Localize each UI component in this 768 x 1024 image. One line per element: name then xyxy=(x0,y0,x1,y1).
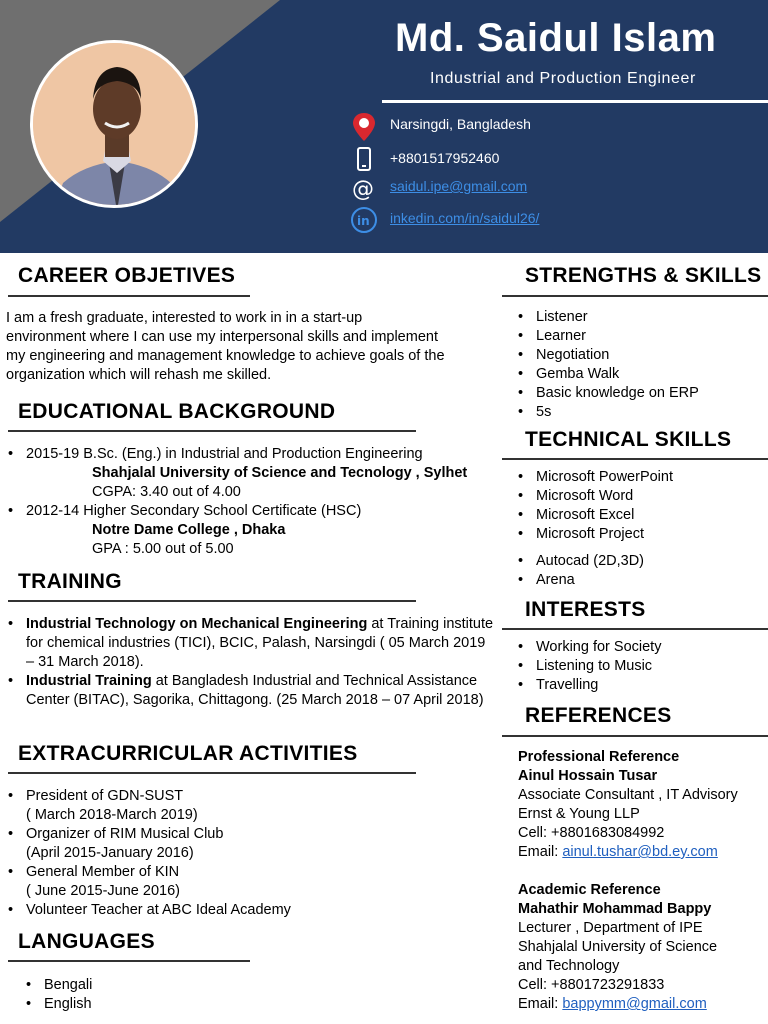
activity-item xyxy=(6,901,446,920)
activity-period: ( March 2018-March 2019) xyxy=(26,807,198,823)
technical-skill-item: • Microsoft Word xyxy=(516,487,756,506)
strength-item: • Basic knowledge on ERP xyxy=(516,384,756,403)
contact-email[interactable] xyxy=(350,174,750,200)
location-pin-icon xyxy=(350,112,378,140)
reference-cell: Cell: +8801683084992 xyxy=(518,825,665,841)
interest-item: • Listening to Music xyxy=(516,657,756,676)
activity-title: • President of GDN-SUST xyxy=(26,788,184,804)
extracurricular-list xyxy=(6,787,446,920)
extracurricular-rule xyxy=(8,772,416,774)
strength-item: • Learner xyxy=(516,327,756,346)
reference-name: Mahathir Mohammad Bappy xyxy=(518,901,712,917)
activity-title: • General Member of KIN xyxy=(26,864,180,880)
language-item: • English xyxy=(24,995,224,1014)
professional-reference xyxy=(518,748,738,862)
activity-item xyxy=(6,787,446,825)
technical-skill-item: • Autocad (2D,3D) xyxy=(516,552,756,571)
header-divider xyxy=(382,100,768,103)
references-heading: REFERENCES xyxy=(525,704,672,727)
reference-email-row xyxy=(518,995,717,1014)
education-item xyxy=(6,502,496,559)
reference-email-link[interactable]: bappymm@gmail.com xyxy=(562,996,707,1012)
technical-skill-item: • Microsoft Excel xyxy=(516,506,756,525)
activity-item xyxy=(6,863,446,901)
contact-phone xyxy=(350,146,750,172)
references-rule xyxy=(502,735,768,737)
language-item: • Bengali xyxy=(24,976,224,995)
training-rule xyxy=(8,600,416,602)
reference-organization: Ernst & Young LLP xyxy=(518,806,640,822)
education-institution: Notre Dame College , Dhaka xyxy=(92,522,286,538)
training-details: at Bangladesh Industrial and Technical Assistance Center (BITAC), Sagorika, Chittagong. (25 March 2018 – 07 April 2018) xyxy=(26,673,484,708)
training-course: Industrial Training xyxy=(26,673,152,689)
training-heading: TRAINING xyxy=(18,570,122,593)
academic-reference xyxy=(518,881,717,1014)
activity-period: ( June 2015-June 2016) xyxy=(26,883,180,899)
strength-item: • Negotiation xyxy=(516,346,756,365)
reference-organization: Shahjalal University of Science xyxy=(518,939,718,955)
technical-skills-list xyxy=(516,468,756,544)
reference-cell: Cell: +8801723291833 xyxy=(518,977,665,993)
strength-item: • Listener xyxy=(516,308,756,327)
technical-rule xyxy=(502,458,768,460)
technical-skills-list-2 xyxy=(516,552,756,590)
training-course: Industrial Technology on Mechanical Engineering xyxy=(26,616,368,632)
email-label: Email: xyxy=(518,844,563,860)
strengths-list xyxy=(516,308,756,422)
education-heading: EDUCATIONAL BACKGROUND xyxy=(18,400,336,423)
job-title: Industrial and Production Engineer xyxy=(430,70,696,87)
training-item xyxy=(6,615,494,672)
contact-linkedin[interactable] xyxy=(350,206,750,232)
extracurricular-heading: EXTRACURRICULAR ACTIVITIES xyxy=(18,742,358,765)
education-degree: • 2012-14 Higher Secondary School Certificate (HSC) xyxy=(26,503,362,519)
header-banner xyxy=(0,0,768,253)
svg-text:@: @ xyxy=(352,177,374,202)
strength-item: • 5s xyxy=(516,403,756,422)
education-grade: CGPA: 3.40 out of 4.00 xyxy=(92,484,241,500)
technical-skill-item: • Microsoft Project xyxy=(516,525,756,544)
strength-item: • Gemba Walk xyxy=(516,365,756,384)
linkedin-link[interactable]: inkedin.com/in/saidul26/ xyxy=(390,210,540,226)
education-institution: Shahjalal University of Science and Tecnology , Sylhet xyxy=(92,465,468,481)
reference-role: Lecturer , Department of IPE xyxy=(518,920,703,936)
activity-item xyxy=(6,825,446,863)
reference-heading: Academic Reference xyxy=(518,882,661,898)
education-rule xyxy=(8,430,416,432)
technical-skills-heading: TECHNICAL SKILLS xyxy=(525,428,732,451)
reference-name: Ainul Hossain Tusar xyxy=(518,768,658,784)
career-rule xyxy=(8,295,250,297)
linkedin-icon xyxy=(350,206,378,234)
at-sign-icon xyxy=(350,174,378,202)
education-degree: • 2015-19 B.Sc. (Eng.) in Industrial and Production Engineering xyxy=(26,446,423,462)
activity-title: • Volunteer Teacher at ABC Ideal Academy xyxy=(26,902,291,918)
training-list xyxy=(6,615,494,710)
education-grade: GPA : 5.00 out of 5.00 xyxy=(92,541,234,557)
reference-email-row xyxy=(518,843,738,862)
education-list xyxy=(6,445,496,559)
career-objectives-heading: CAREER OBJETIVES xyxy=(18,264,236,287)
reference-organization-cont: and Technology xyxy=(518,958,620,974)
reference-heading: Professional Reference xyxy=(518,749,680,765)
career-objective-text: I am a fresh graduate, interested to work in in a start-up environment where I can use my interpersonal skills and implement my engineering and management knowledge to achieve goals of the organization which will rehash me skilled. xyxy=(6,310,445,383)
mobile-phone-icon xyxy=(350,146,378,174)
strengths-rule xyxy=(502,295,768,297)
interest-item: • Travelling xyxy=(516,676,756,695)
strengths-heading: STRENGTHS & SKILLS xyxy=(525,264,762,287)
profile-photo xyxy=(30,40,198,208)
interest-item: • Working for Society xyxy=(516,638,756,657)
contact-location xyxy=(350,112,750,138)
technical-skill-item: • Arena xyxy=(516,571,756,590)
languages-list xyxy=(24,976,224,1014)
email-link[interactable]: saidul.ipe@gmail.com xyxy=(390,178,528,194)
phone-text: +8801517952460 xyxy=(390,150,500,166)
reference-email-link[interactable]: ainul.tushar@bd.ey.com xyxy=(562,844,718,860)
activity-title: • Organizer of RIM Musical Club xyxy=(26,826,224,842)
activity-period: (April 2015-January 2016) xyxy=(26,845,194,861)
training-details: at Training institute for chemical industries (TICI), BCIC, Palash, Narsingdi ( 05 March 2019 – 31 March 2018). xyxy=(26,616,494,670)
training-item xyxy=(6,672,494,710)
interests-heading: INTERESTS xyxy=(525,598,646,621)
education-item xyxy=(6,445,496,502)
reference-role: Associate Consultant , IT Advisory xyxy=(518,787,738,803)
languages-heading: LANGUAGES xyxy=(18,930,155,953)
location-text: Narsingdi, Bangladesh xyxy=(390,116,531,132)
candidate-name: Md. Saidul Islam xyxy=(395,16,717,60)
email-label: Email: xyxy=(518,996,563,1012)
technical-skill-item: • Microsoft PowerPoint xyxy=(516,468,756,487)
languages-rule xyxy=(8,960,250,962)
svg-text:in: in xyxy=(357,214,370,228)
interests-rule xyxy=(502,628,768,630)
interests-list xyxy=(516,638,756,695)
